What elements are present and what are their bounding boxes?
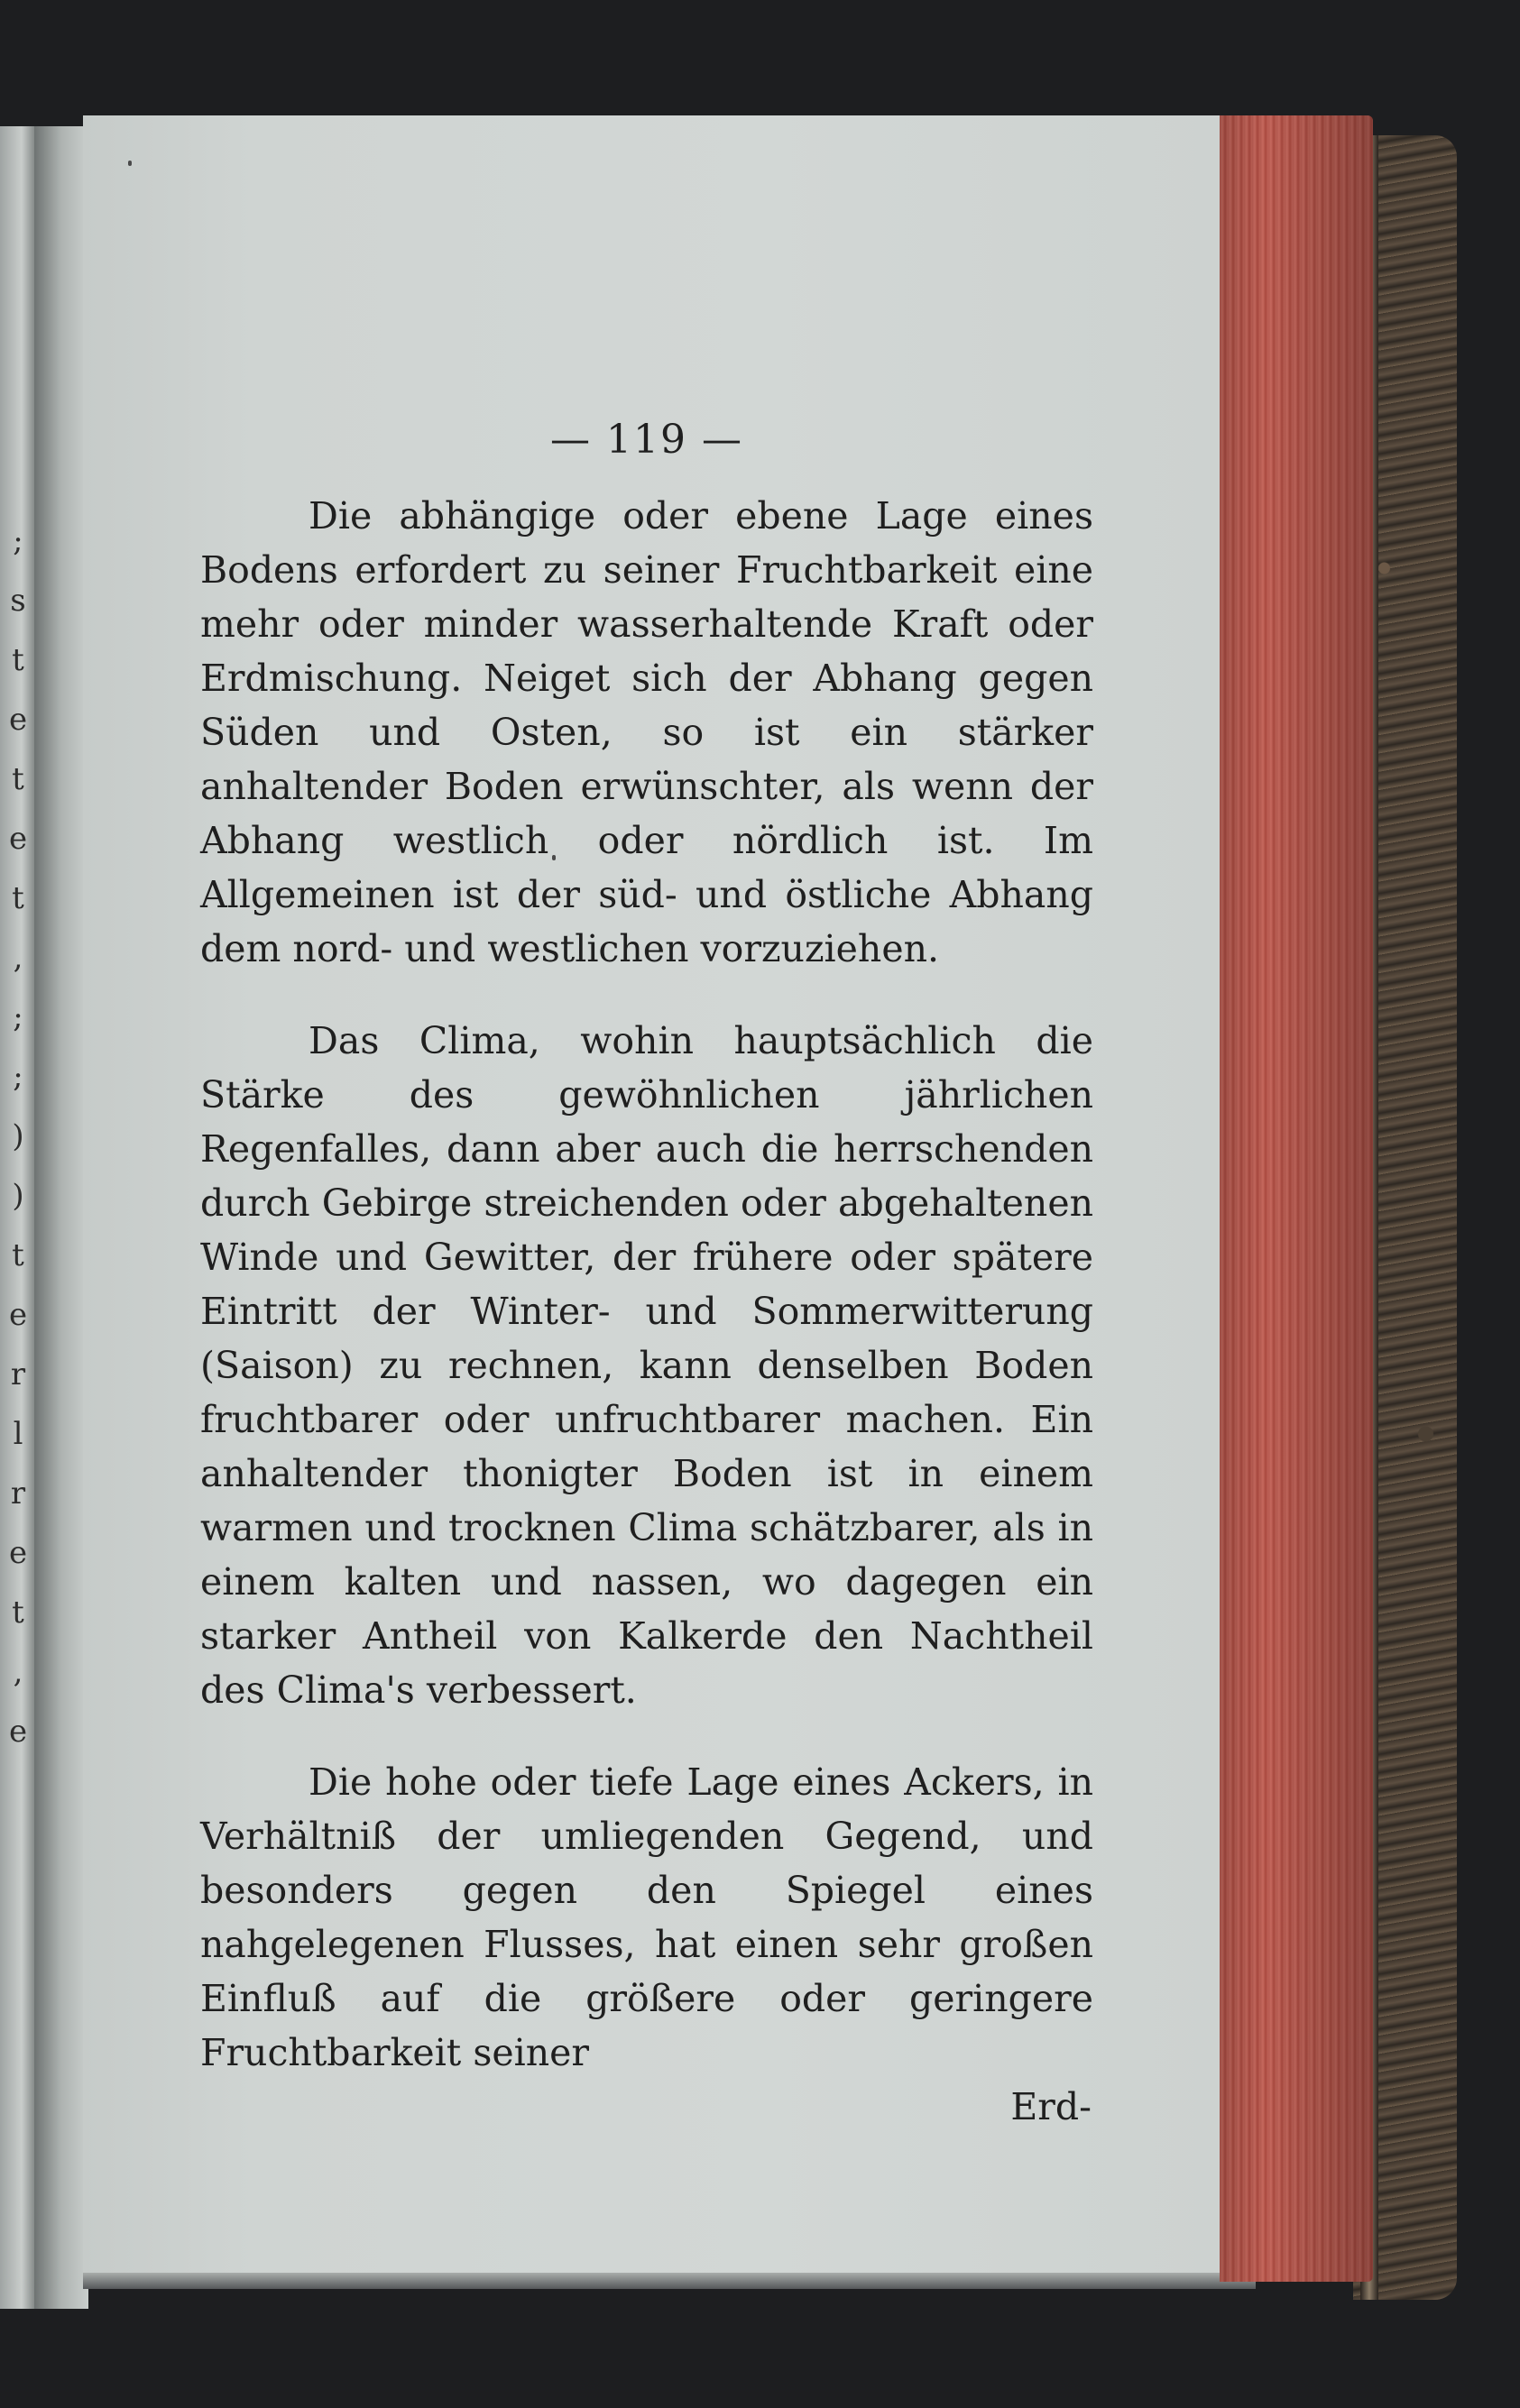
left-mark: t [12, 761, 24, 797]
left-mark: , [13, 1654, 23, 1690]
left-mark: t [12, 642, 24, 678]
paragraph: Die hohe oder tiefe Lage eines Ackers, in Verhältniß der umliegenden Gegend, und besonders gegen den Spiegel eines nahgelegenen Flusses, hat einen sehr großen Einfluß auf die größere oder geringere Fruchtbarkeit seiner [200, 1760, 1093, 2074]
left-mark: s [10, 583, 26, 619]
page-text [200, 413, 1093, 2134]
left-mark: e [8, 1535, 28, 1571]
paragraph: Die abhängige oder ebene Lage eines Bodens erfordert zu seiner Fruchtbarkeit eine mehr oder minder wasserhaltende Kraft oder Erdmischung. Neiget sich der Abhang gegen Süden und Osten, so ist ein stärker anhaltender Boden erwünschter, als wenn der Abhang westlich oder nördlich ist. Im Allgemeinen ist der süd- und östliche Abhang dem nord- und westlichen vorzuziehen. [200, 494, 1093, 970]
book-gutter [34, 126, 88, 2309]
left-mark: r [10, 1356, 26, 1392]
left-mark: t [12, 880, 24, 916]
left-mark: ; [13, 523, 23, 559]
left-mark: ; [13, 1059, 23, 1095]
left-mark: r [10, 1475, 26, 1512]
left-mark: l [13, 1416, 23, 1452]
left-page-edge [0, 126, 36, 2309]
paragraph: Das Clima, wohin hauptsächlich die Stärke des gewöhnlichen jährlichen Regenfalles, dann aber auch die herrschenden durch Gebirge streichenden oder abgehaltenen Winde und Gewitter, der frühere oder spätere Eintritt der Winter- und Sommerwitterung (Saison) zu rechnen, kann denselben Boden fruchtbarer oder unfruchtbarer machen. Ein anhaltender thonigter Boden ist in einem warmen und trocknen Clima schätzbarer, als in einem kalten und nassen, wo dagegen ein starker Antheil von Kalkerde den Nachtheil des Clima's verbessert. [200, 1019, 1093, 1712]
left-mark: ; [13, 999, 23, 1035]
right-page [83, 115, 1221, 2280]
left-mark: ) [12, 1118, 24, 1154]
left-mark: , [13, 940, 23, 976]
left-mark: e [8, 702, 28, 738]
left-mark: t [12, 1595, 24, 1631]
left-mark: e [8, 1714, 28, 1750]
left-mark: e [8, 1297, 28, 1333]
page-bottom-edge [83, 2273, 1256, 2289]
page-number-header: — 119 — [550, 417, 743, 463]
paper-speck [128, 161, 132, 166]
page-edge-shading [1220, 115, 1373, 2282]
left-page-margin-letters [0, 523, 36, 1773]
left-mark: t [12, 1237, 24, 1273]
catchword: Erd- [1010, 2085, 1092, 2128]
left-mark: e [8, 821, 28, 857]
left-mark: ) [12, 1178, 24, 1214]
